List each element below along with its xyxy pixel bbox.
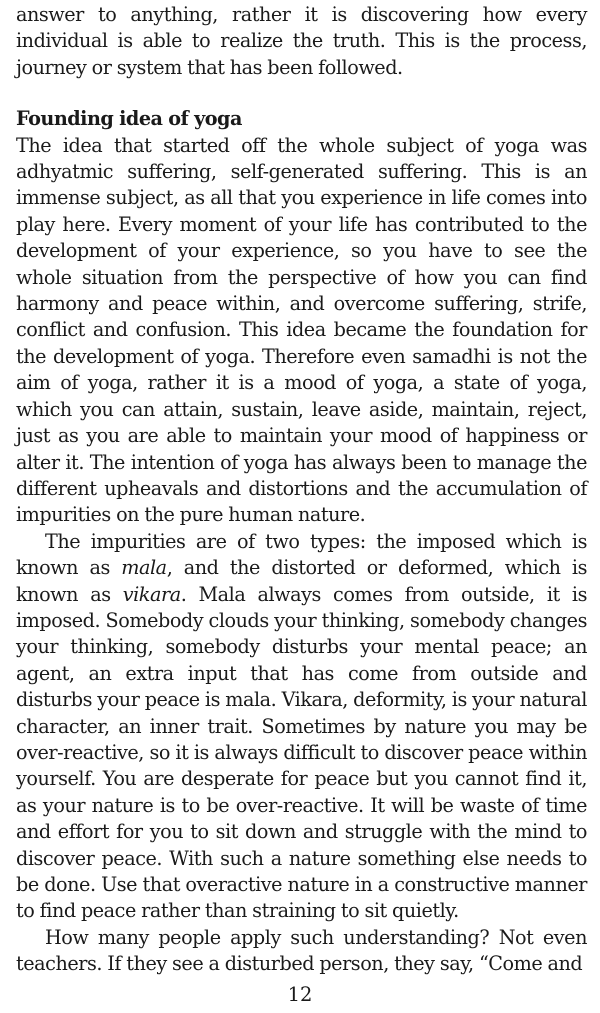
intro-text: answer to anything, rather it is discovering how every individual is able to realize the truth. This is the process, journey or system that has been followed. [16,3,587,79]
term-vikara: vikara [122,582,181,606]
term-mala: mala [121,556,167,580]
paragraph-1-text: The idea that started off the whole subject of yoga was adhyatmic suffering, self-generated suffering. This is an immense subject, as all that you experience in life comes into play here. Every moment of your life has contributed to the development of your experience, so you have to see the whole situation from the perspective of how you can find harmony and peace within, and overcome suffering, strife, conflict and confusion. This idea became the foundation for the development of yoga. Therefore even samadhi is not the aim of yoga, rather it is a mood of yoga, a state of yoga, which you can attain, sustain, leave aside, maintain, reject, just as you are able to maintain your mood of happiness or alter it. The intention of yoga has always been to manage the different upheavals and distortions and the accumulation of impurities on the pure human nature. [16,133,587,527]
paragraph-3-text: How many people apply such understanding? Not even teachers. If they see a disturbed person, they say, “Come and [16,925,587,976]
paragraph-2 [16,529,587,925]
paragraph-1 [16,133,587,529]
paragraph-2-part-3: . Mala always comes from outside, it is imposed. Somebody clouds your thinking, somebody changes your thinking, somebody disturbs your mental peace; an agent, an extra input that has come from outside and disturbs your peace is mala. Vikara, deformity, is your natural character, an inner trait. Sometimes by nature you may be over-reactive, so it is always difficult to discover peace within yourself. You are desperate for peace but you cannot find it, as your nature is to be over-reactive. It will be waste of time and effort for you to sit down and struggle with the mind to discover peace. With such a nature something else needs to be done. Use that overactive nature in a constructive manner to find peace rather than straining to sit quietly. [16,582,588,923]
intro-paragraph [16,2,587,81]
page-number: 12 [287,983,313,1006]
book-page [16,2,587,978]
paragraph-2-part-2: , and the distorted or deformed, which is known as [16,556,587,606]
paragraph-3 [16,925,587,978]
section-heading: Founding idea of yoga [16,107,242,131]
paragraph-2-part-1: The impurities are of two types: the imposed which is known as [16,529,587,580]
